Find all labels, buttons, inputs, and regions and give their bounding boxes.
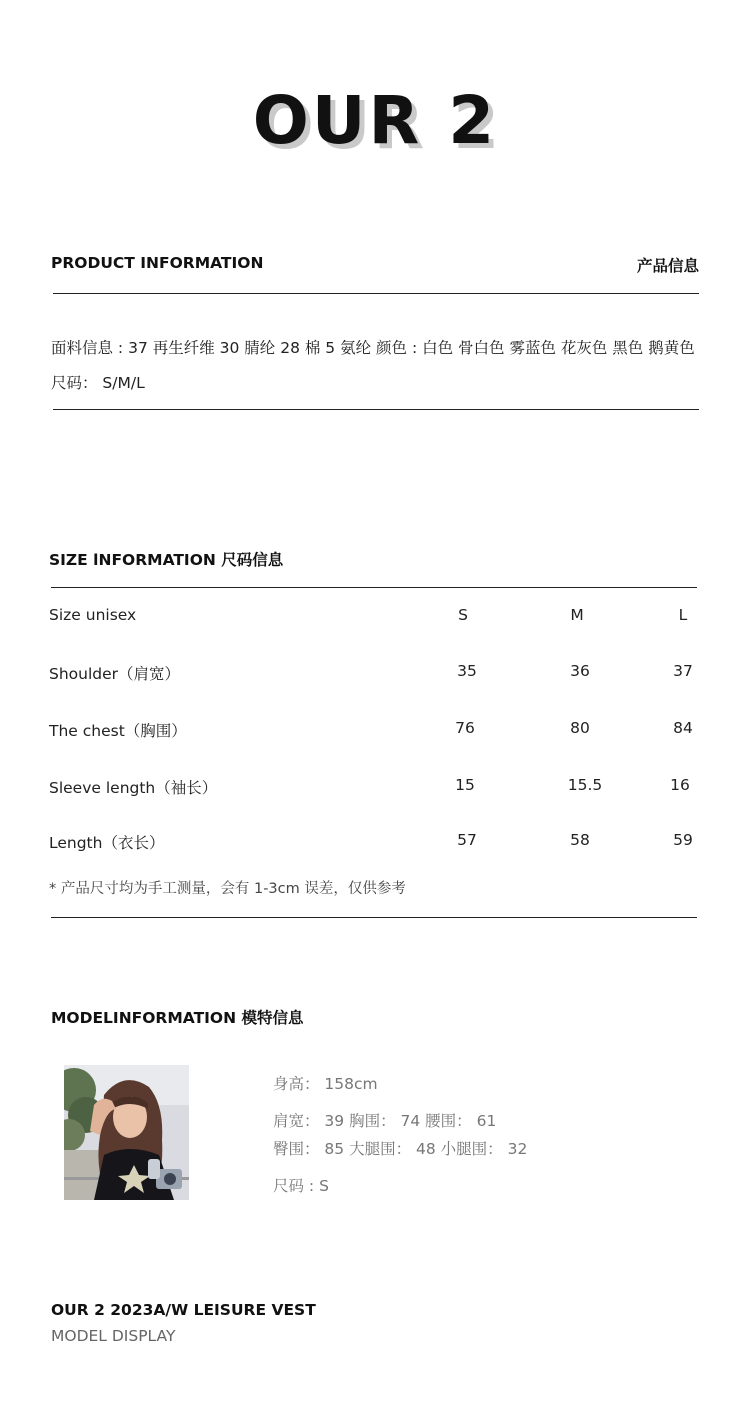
table-row	[49, 831, 697, 861]
fabric-info: 面料信息 : 37 再生纤维 30 腈纶 28 棉 5 氨纶 颜色 : 白色 骨白色 雾蓝色 花灰色 黑色 鹅黄色	[51, 339, 695, 357]
cell-l: 16	[670, 776, 690, 794]
cell-l: 37	[673, 662, 693, 680]
model-measurements-1: 肩宽： 39 胸围： 74 腰围： 61	[273, 1112, 497, 1130]
cell-s: 76	[455, 719, 475, 737]
model-photo	[64, 1065, 189, 1200]
table-row	[49, 662, 697, 692]
cell-m: 36	[570, 662, 590, 680]
product-info-title: PRODUCT INFORMATION	[51, 254, 264, 272]
table-row	[49, 776, 697, 806]
cell-s: 57	[457, 831, 477, 849]
size-info-title: SIZE lNFORMATION 尺码信息	[49, 551, 284, 569]
table-row	[49, 719, 697, 749]
cell-m: 80	[570, 719, 590, 737]
divider	[51, 587, 697, 588]
row-label: Sleeve length（袖长）	[49, 779, 218, 797]
size-header-l: L	[678, 606, 688, 624]
collection-title: OUR 2 2023A/W LEISURE VEST	[51, 1301, 316, 1319]
cell-s: 15	[455, 776, 475, 794]
cell-m: 15.5	[567, 776, 603, 794]
model-info-title: MODELINFORMATION 模特信息	[51, 1009, 304, 1027]
measurement-note: * 产品尺寸均为手工测量，会有 1-3cm 误差，仅供参考	[49, 881, 406, 897]
size-header-s: S	[458, 606, 468, 624]
row-label: Length（衣长）	[49, 834, 165, 852]
size-header-label: Size unisex	[49, 606, 137, 624]
row-label: Shoulder（肩宽）	[49, 665, 181, 683]
brand-logo: OUR 2	[252, 82, 498, 159]
model-size: 尺码 : S	[273, 1177, 329, 1195]
size-options: 尺码： S/M/L	[51, 374, 145, 392]
divider	[53, 293, 699, 294]
cell-l: 59	[673, 831, 693, 849]
model-height: 身高： 158cm	[273, 1075, 378, 1093]
cell-l: 84	[673, 719, 693, 737]
row-label: The chest（胸围）	[49, 722, 187, 740]
size-header-row	[49, 606, 697, 636]
cell-m: 58	[570, 831, 590, 849]
size-header-m: M	[570, 606, 584, 624]
collection-subtitle: MODEL DISPLAY	[51, 1327, 176, 1345]
cell-s: 35	[457, 662, 477, 680]
divider	[53, 409, 699, 410]
product-info-title-cn: 产品信息	[636, 257, 699, 275]
divider	[51, 917, 697, 918]
model-measurements-2: 臀围： 85 大腿围： 48 小腿围： 32	[273, 1140, 528, 1158]
